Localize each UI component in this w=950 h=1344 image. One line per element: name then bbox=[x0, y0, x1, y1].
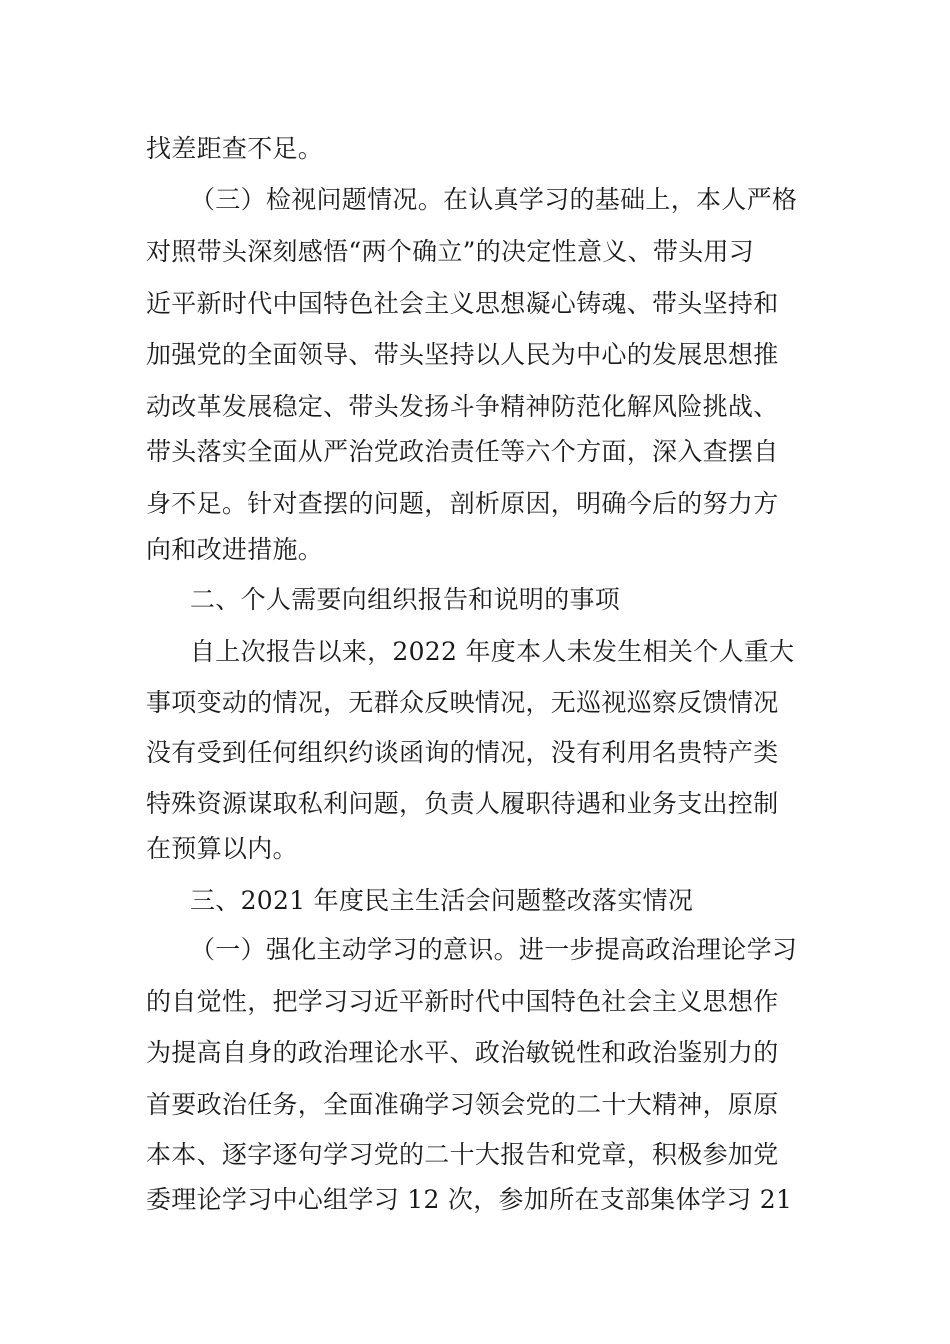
text-line: 没有受到任何组织约谈函询的情况，没有利用名贵特产类 bbox=[146, 738, 779, 767]
text-line: 近平新时代中国特色社会主义思想凝心铸魂、带头坚持和 bbox=[146, 289, 779, 318]
section-heading: 二、个人需要向组织报告和说明的事项 bbox=[190, 585, 621, 614]
text-line: 事项变动的情况，无群众反映情况，无巡视巡察反馈情况 bbox=[146, 688, 779, 717]
text-line: （三）检视问题情况。在认真学习的基础上，本人严格 bbox=[190, 185, 798, 214]
text-line: 的自觉性，把学习习近平新时代中国特色社会主义思想作 bbox=[146, 987, 779, 1016]
text-line: 身不足。针对查摆的问题，剖析原因，明确今后的努力方 bbox=[146, 489, 779, 518]
text-line: 委理论学习中心组学习 12 次，参加所在支部集体学习 21 bbox=[146, 1185, 793, 1214]
text-line: 对照带头深刻感悟“两个确立”的决定性意义、带头用习 bbox=[146, 237, 755, 266]
text-line: 带头落实全面从严治党政治责任等六个方面，深入查摆自 bbox=[146, 437, 779, 466]
text-line: 找差距查不足。 bbox=[146, 134, 324, 163]
section-heading: 三、2021 年度民主生活会问题整改落实情况 bbox=[190, 886, 694, 915]
text-line: 特殊资源谋取私利问题，负责人履职待遇和业务支出控制 bbox=[146, 789, 779, 818]
text-line: 为提高自身的政治理论水平、政治敏锐性和政治鉴别力的 bbox=[146, 1038, 779, 1067]
text-line: （一）强化主动学习的意识。进一步提高政治理论学习 bbox=[190, 935, 798, 964]
text-line: 向和改进措施。 bbox=[146, 535, 324, 564]
text-line: 加强党的全面领导、带头坚持以人民为中心的发展思想推 bbox=[146, 340, 779, 369]
text-line: 自上次报告以来，2022 年度本人未发生相关个人重大 bbox=[190, 637, 795, 666]
text-line: 首要政治任务，全面准确学习领会党的二十大精神，原原 bbox=[146, 1090, 779, 1119]
text-line: 本本、逐字逐句学习党的二十大报告和党章，积极参加党 bbox=[146, 1140, 779, 1169]
text-line: 在预算以内。 bbox=[146, 834, 298, 863]
text-line: 动改革发展稳定、带头发扬斗争精神防范化解风险挑战、 bbox=[146, 392, 779, 421]
